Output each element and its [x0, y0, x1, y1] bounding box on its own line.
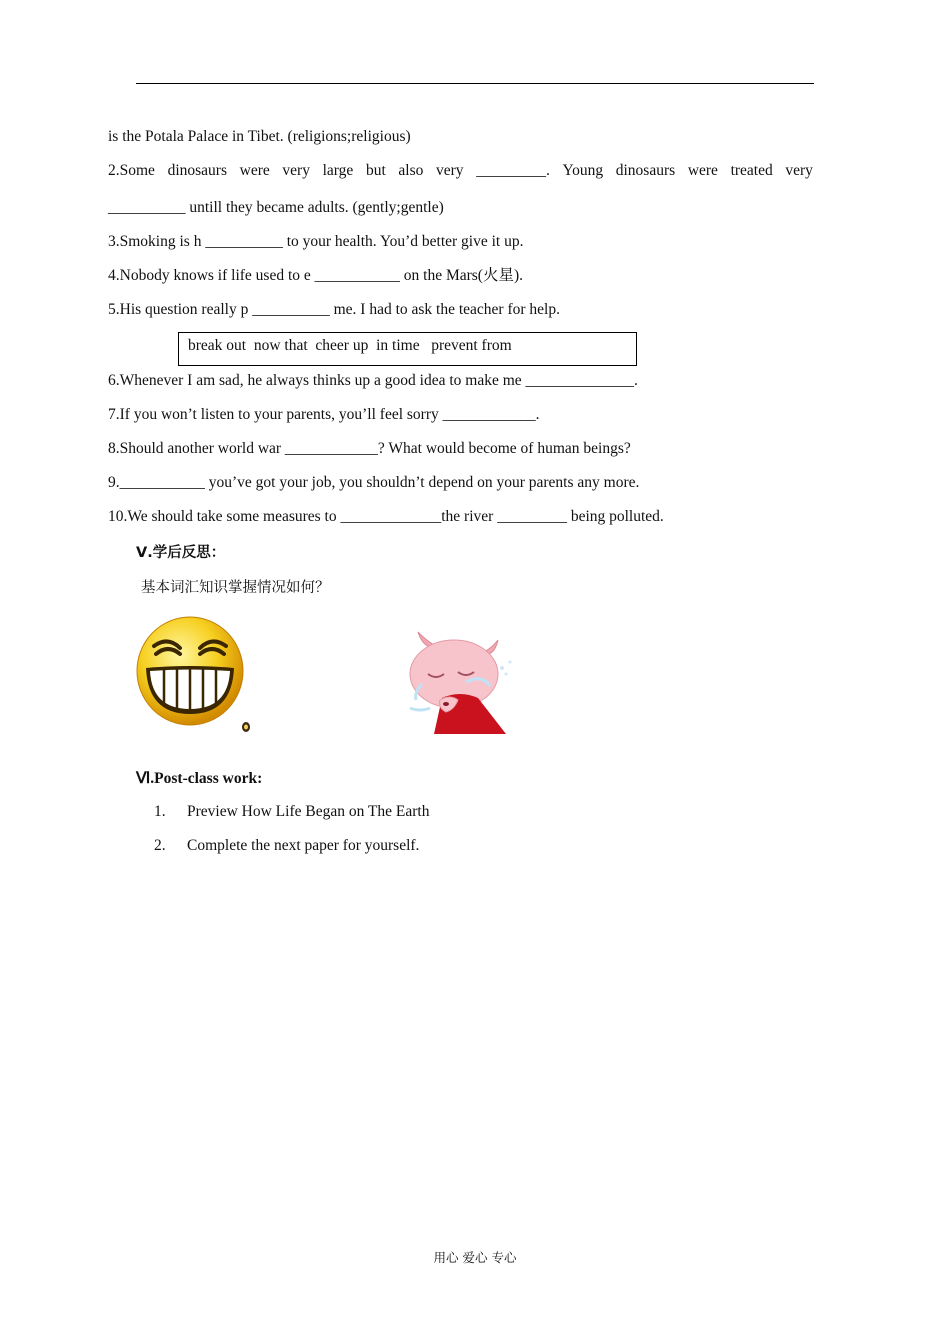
exercise-line-6: 6.Whenever I am sad, he always thinks up a good idea to make me ______________. — [108, 372, 638, 389]
exercise-line-5: 5.His question really p __________ me. I had to ask the teacher for help. — [108, 301, 560, 318]
word: very — [785, 162, 813, 179]
reflection-question: 基本词汇知识掌握情况如何？ — [141, 580, 330, 596]
exercise-line-9: 9.___________ you’ve got your job, you shouldn’t depend on your parents any more. — [108, 474, 640, 491]
exercise-line-7: 7.If you won’t listen to your parents, you’ll feel sorry ____________. — [108, 406, 540, 423]
word: Young — [562, 162, 604, 179]
word: dinosaurs — [167, 162, 227, 179]
word: treated — [730, 162, 773, 179]
list-number: 1. — [154, 803, 166, 820]
word: also — [398, 162, 424, 179]
word: very — [282, 162, 310, 179]
list-item — [154, 837, 419, 855]
section-6-heading: Ⅵ.Post-class work: — [136, 770, 263, 787]
exercise-line-3: 3.Smoking is h __________ to your health. You’d better give it up. — [108, 233, 524, 250]
exercise-line-8: 8.Should another world war ____________? What would become of human beings? — [108, 440, 631, 457]
word: very — [436, 162, 464, 179]
section-5-heading: Ⅴ.学后反思： — [136, 545, 226, 561]
list-text: Preview How Life Began on The Earth — [187, 803, 430, 820]
word-bank: break out now that cheer up in time prevent from — [188, 337, 512, 354]
exercise-line-4: 4.Nobody knows if life used to e ___________ on the Mars(火星). — [108, 267, 524, 284]
exercise-line-1-cont: is the Potala Palace in Tibet. (religions;religious) — [108, 128, 411, 145]
word-bank-box — [178, 332, 637, 366]
exercise-line-10: 10.We should take some measures to _____________the river _________ being polluted. — [108, 508, 664, 525]
page-footer: 用心 爱心 专心 — [433, 1250, 517, 1265]
list-item — [154, 803, 429, 821]
word: but — [365, 162, 386, 179]
list-number: 2. — [154, 837, 166, 854]
word: dinosaurs — [615, 162, 676, 179]
crying-pig-icon — [406, 628, 514, 734]
word: _________. — [476, 162, 550, 179]
exercise-line-2-cont: __________ untill they became adults. (gently;gentle) — [108, 199, 444, 216]
exercise-line-2 — [108, 161, 813, 181]
header-rule — [136, 83, 814, 84]
word: large — [322, 162, 354, 179]
word: 2.Some — [108, 162, 155, 179]
grinning-smiley-icon — [136, 614, 252, 734]
word: were — [239, 162, 270, 179]
list-text: Complete the next paper for yourself. — [187, 837, 420, 854]
word: were — [687, 162, 718, 179]
